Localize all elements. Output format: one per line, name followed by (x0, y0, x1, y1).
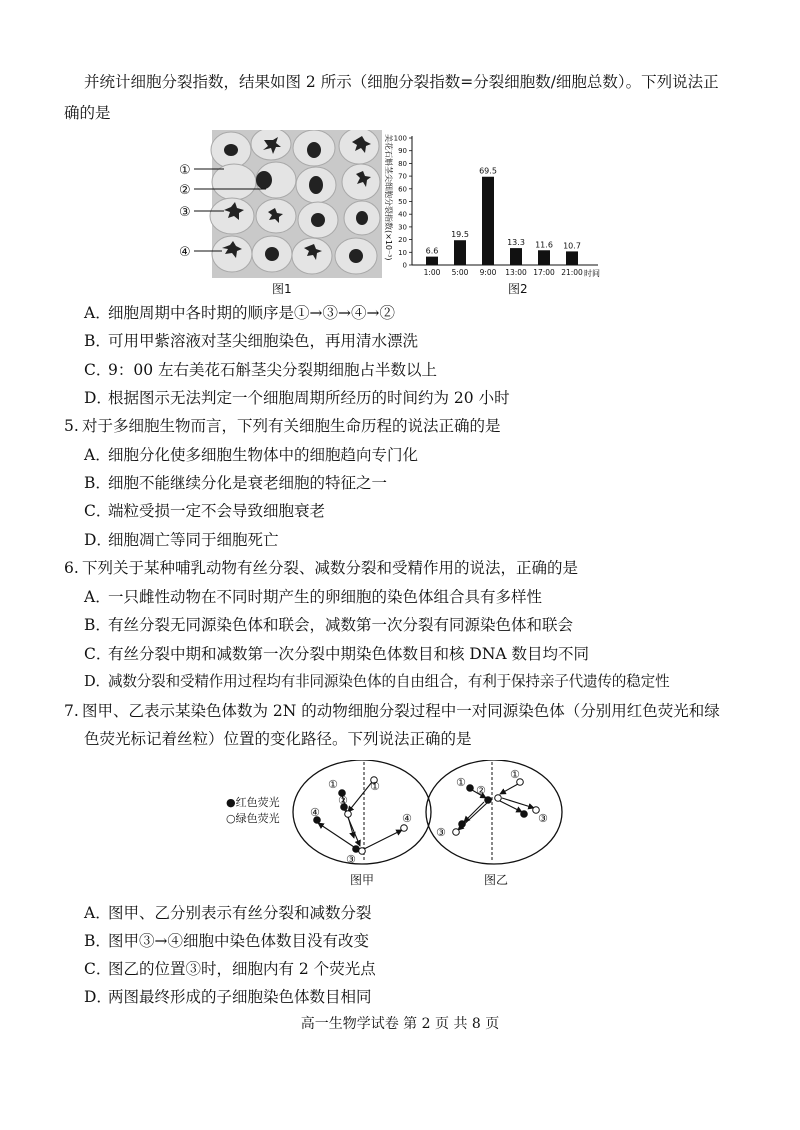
question-text: 下列关于某种哺乳动物有丝分裂、减数分裂和受精作用的说法，正确的是 (82, 559, 579, 577)
option-text: 图乙的位置③时，细胞内有 2 个荧光点 (108, 960, 376, 978)
option-text: 图甲、乙分别表示有丝分裂和减数分裂 (108, 904, 372, 922)
x-tick-label: 17:00 (533, 268, 555, 277)
question-number: 5. (64, 417, 79, 435)
bar-value-label: 13.3 (507, 238, 525, 248)
bar-value-label: 69.5 (479, 166, 497, 176)
figure2-caption: 图2 (508, 282, 528, 296)
question-number: 6. (64, 559, 79, 577)
q5-option-a[interactable] (84, 443, 418, 467)
option-text: 有丝分裂中期和减数第一次分裂中期染色体数目和核 DNA 数目均不同 (108, 645, 590, 663)
bar (566, 251, 578, 265)
option-text: 端粒受损一定不会导致细胞衰老 (108, 502, 326, 520)
option-prefix: D． (84, 673, 110, 690)
figure-jia-cell (293, 760, 431, 866)
option-prefix: C． (84, 361, 112, 379)
option-text: 细胞周期中各时期的顺序是①→③→④→② (108, 304, 395, 322)
figure1-micrograph (176, 130, 382, 278)
q5-stem (64, 414, 501, 438)
svg-text:①: ① (510, 768, 520, 781)
svg-text:②: ② (338, 794, 348, 807)
svg-text:③: ③ (346, 853, 356, 866)
fig1-label-1: ① (179, 163, 191, 178)
q4-option-d[interactable] (84, 386, 510, 410)
x-tick-label: 9:00 (479, 268, 497, 277)
x-tick-label: 5:00 (451, 268, 469, 277)
q6-option-a[interactable] (84, 585, 542, 609)
option-text: 细胞不能继续分化是衰老细胞的特征之一 (108, 474, 388, 492)
legend-red-fluorescence: ●红色荧光 (226, 796, 280, 809)
q7-option-a[interactable] (84, 901, 372, 925)
bar (482, 177, 494, 265)
svg-text:①: ① (370, 780, 380, 793)
page-footer: 高一生物学试卷 第 2 页 共 8 页 (300, 1016, 500, 1032)
y-tick-label: 40 (398, 210, 407, 219)
q7-option-c[interactable] (84, 957, 376, 981)
option-prefix: B． (84, 474, 111, 492)
option-prefix: D． (84, 531, 112, 549)
chart-x-axis-label: 时间 (584, 269, 600, 278)
fig1-label-3: ③ (179, 205, 191, 220)
q6-option-d[interactable] (84, 670, 669, 694)
y-tick-label: 100 (393, 134, 407, 143)
svg-text:③: ③ (538, 812, 548, 825)
option-prefix: B． (84, 932, 111, 950)
bar-value-label: 19.5 (451, 230, 469, 240)
option-prefix: C． (84, 502, 112, 520)
q5-option-b[interactable] (84, 471, 387, 495)
option-text: 9：00 左右美花石斛茎尖分裂期细胞占半数以上 (108, 361, 438, 379)
option-prefix: B． (84, 616, 111, 634)
option-text: 有丝分裂无同源染色体和联会，减数第一次分裂有同源染色体和联会 (108, 616, 574, 634)
bar (454, 240, 466, 265)
figure-yi-cell (426, 760, 562, 864)
svg-text:②: ② (476, 784, 486, 797)
q6-stem (64, 556, 578, 580)
y-tick-label: 50 (398, 198, 407, 206)
q4-option-b[interactable] (84, 329, 418, 353)
q7-figure (222, 760, 582, 890)
caption-jia: 图甲 (350, 873, 375, 887)
intro-line-1: 并统计细胞分裂指数，结果如图 2 所示（细胞分裂指数=分裂细胞数/细胞总数）。下列说法正 (84, 73, 719, 91)
option-text: 细胞分化使多细胞生物体中的细胞趋向专门化 (108, 446, 419, 464)
bar-value-label: 10.7 (563, 241, 581, 251)
option-prefix: A． (84, 588, 111, 606)
svg-text:③: ③ (436, 826, 446, 839)
option-text: 减数分裂和受精作用过程均有非同源染色体的自由组合，有利于保持亲子代遗传的稳定性 (108, 673, 670, 690)
option-text: 两图最终形成的子细胞染色体数目相同 (108, 988, 372, 1006)
option-text: 可用甲紫溶液对茎尖细胞染色，再用清水漂洗 (108, 332, 419, 350)
y-tick-label: 80 (398, 159, 407, 168)
q5-option-d[interactable] (84, 528, 279, 552)
bar-value-label: 11.6 (535, 240, 553, 250)
option-text: 根据图示无法判定一个细胞周期所经历的时间约为 20 小时 (108, 389, 510, 407)
y-tick-label: 60 (398, 185, 407, 194)
q7-option-b[interactable] (84, 929, 369, 953)
y-tick-label: 90 (398, 147, 407, 156)
q7-stem-line-2: 色荧光标记着丝粒）位置的变化路径。下列说法正确的是 (84, 730, 472, 748)
option-prefix: B． (84, 332, 111, 350)
bar (510, 248, 522, 265)
figure2-bar-chart (380, 128, 610, 280)
option-prefix: A． (84, 904, 111, 922)
intro-line-2: 确的是 (64, 104, 111, 122)
fig1-label-4: ④ (179, 245, 191, 260)
y-tick-label: 30 (398, 223, 407, 232)
option-text: 细胞凋亡等同于细胞死亡 (108, 531, 279, 549)
question-text: 对于多细胞生物而言，下列有关细胞生命历程的说法正确的是 (82, 417, 501, 435)
q4-option-a[interactable] (84, 301, 395, 325)
y-tick-label: 0 (402, 261, 407, 270)
svg-text:①: ① (328, 778, 338, 791)
x-tick-label: 13:00 (505, 268, 527, 277)
svg-text:①: ① (456, 776, 466, 789)
option-text: 一只雌性动物在不同时期产生的卵细胞的染色体组合具有多样性 (108, 588, 543, 606)
option-prefix: D． (84, 389, 112, 407)
option-text: 图甲③→④细胞中染色体数目没有改变 (108, 932, 369, 950)
svg-text:④: ④ (402, 812, 412, 825)
option-prefix: C． (84, 960, 112, 978)
option-prefix: A． (84, 446, 111, 464)
q6-option-c[interactable] (84, 642, 589, 666)
fig1-label-2: ② (179, 183, 191, 198)
svg-text:④: ④ (310, 806, 320, 819)
q6-option-b[interactable] (84, 613, 573, 637)
y-tick-label: 70 (398, 172, 407, 181)
q7-option-d[interactable] (84, 985, 372, 1009)
bar-value-label: 6.6 (425, 246, 439, 256)
q5-option-c[interactable] (84, 499, 325, 523)
x-tick-label: 21:00 (561, 268, 583, 277)
q7-stem-line-1 (64, 699, 720, 723)
legend-green-fluorescence: ○绿色荧光 (226, 812, 280, 825)
y-tick-label: 10 (398, 248, 407, 257)
chart-y-axis-label: 美花石斛茎尖细胞分裂指数(×10⁻³) (384, 134, 393, 261)
y-tick-label: 20 (398, 236, 407, 245)
q4-option-c[interactable] (84, 358, 437, 382)
question-number: 7. (64, 702, 79, 720)
bar (426, 257, 438, 265)
question-text: 图甲、乙表示某染色体数为 2N 的动物细胞分裂过程中一对同源染色体（分别用红色荧光和绿 (82, 702, 720, 720)
figure1-caption: 图1 (272, 282, 292, 296)
option-prefix: D． (84, 988, 112, 1006)
option-prefix: C． (84, 645, 112, 663)
option-prefix: A． (84, 304, 111, 322)
bar (538, 250, 550, 265)
x-tick-label: 1:00 (423, 268, 441, 277)
caption-yi: 图乙 (484, 873, 509, 887)
